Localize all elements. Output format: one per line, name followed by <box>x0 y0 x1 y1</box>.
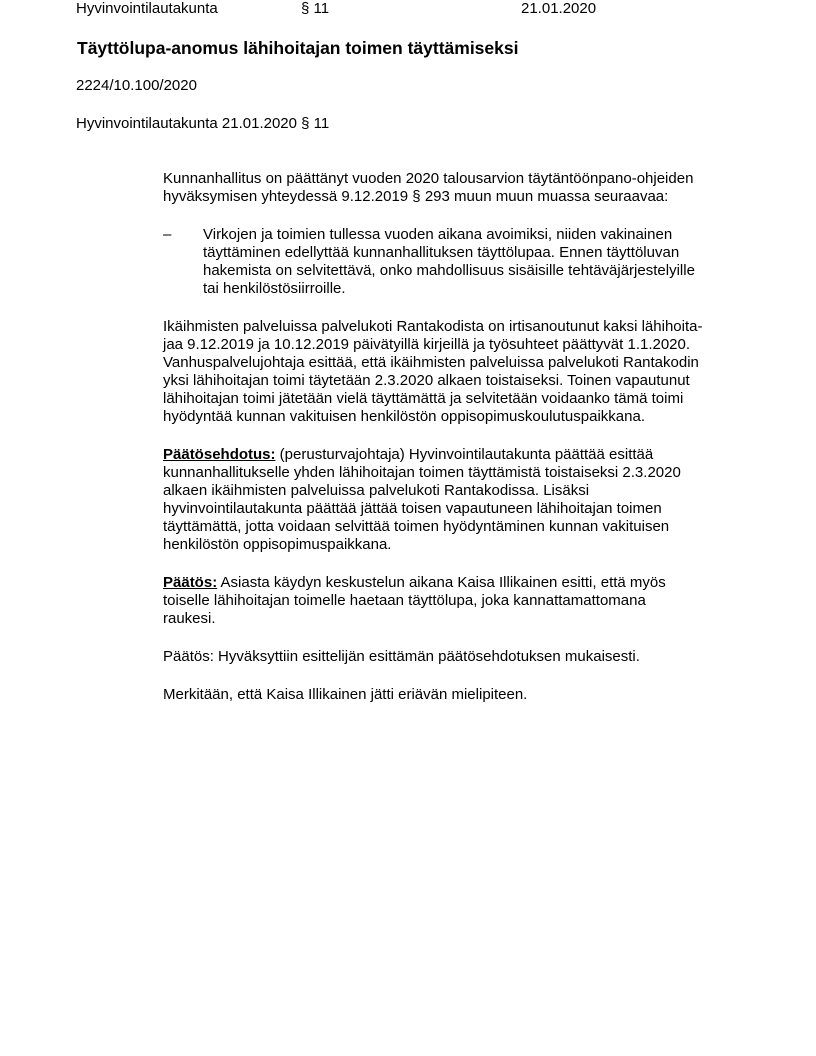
document-title: Täyttölupa-anomus lähihoitajan toimen täyttämiseksi <box>77 38 519 58</box>
background-paragraph <box>163 318 753 426</box>
text-line: Kunnanhallitus on päättänyt vuoden 2020 talousarvion täytäntöönpano-ohjeiden <box>163 170 694 187</box>
header-date: 21.01.2020 <box>521 0 597 17</box>
text-line: yksi lähihoitajan toimi täytetään 2.3.2020 alkaen toistaiseksi. Toinen vapautunut <box>163 372 690 389</box>
text-line: Vanhuspalvelujohtaja esittää, että ikäihmisten palveluissa palvelukoti Rantakodin <box>163 354 699 371</box>
dissent-paragraph <box>163 686 753 704</box>
meeting-reference: Hyvinvointilautakunta 21.01.2020 § 11 <box>76 115 330 132</box>
text-line <box>163 446 753 464</box>
text-line: Ikäihmisten palveluissa palvelukoti Rantakodista on irtisanoutunut kaksi lähihoita- <box>163 318 703 335</box>
reference-number: 2224/10.100/2020 <box>76 77 197 94</box>
text-line: hyvinvointilautakunta päättää jättää toisen vapautuneen lähihoitajan toimen <box>163 500 662 517</box>
decision-paragraph <box>163 574 753 628</box>
text-line: jaa 9.12.2019 ja 10.12.2019 päivätyillä kirjeillä ja työsuhteet päättyvät 1.1.2020. <box>163 336 691 353</box>
page-header <box>0 0 816 18</box>
intro-paragraph <box>163 170 753 206</box>
text-line: täyttäminen edellyttää kunnanhallituksen täyttölupaa. Ennen täyttöluvan <box>203 244 680 261</box>
text-line: tai henkilöstösiirroille. <box>203 280 346 297</box>
decision-text: Asiasta käydyn keskustelun aikana Kaisa Illikainen esitti, että myös <box>217 574 666 591</box>
text-line: Merkitään, että Kaisa Illikainen jätti eriävän mielipiteen. <box>163 686 528 703</box>
text-line: hyödyntää kunnan vakituisen henkilöstön oppisopimuskoulutuspaikkana. <box>163 408 645 425</box>
dash-bullet: – <box>163 226 172 243</box>
header-committee: Hyvinvointilautakunta <box>76 0 218 17</box>
text-line: hyväksymisen yhteydessä 9.12.2019 § 293 muun muun muassa seuraavaa: <box>163 188 669 205</box>
text-line: alkaen ikäihmisten palveluissa palvelukoti Rantakodissa. Lisäksi <box>163 482 590 499</box>
header-section: § 11 <box>301 0 330 17</box>
proposal-paragraph <box>163 446 753 554</box>
document-body <box>163 170 753 724</box>
bullet-item <box>163 226 753 298</box>
text-line <box>163 574 753 592</box>
decision-outcome-paragraph <box>163 648 753 666</box>
text-line: Päätös: Hyväksyttiin esittelijän esittämän päätösehdotuksen mukaisesti. <box>163 648 640 665</box>
proposal-text: (perusturvajohtaja) Hyvinvointilautakunta päättää esittää <box>275 446 654 463</box>
text-line: kunnanhallitukselle yhden lähihoitajan toimen täyttämistä toistaiseksi 2.3.2020 <box>163 464 681 481</box>
text-line: toiselle lähihoitajan toimelle haetaan täyttölupa, joka kannattamattomana <box>163 592 646 609</box>
text-line: raukesi. <box>163 610 216 627</box>
decision-label: Päätös: <box>163 574 218 591</box>
text-line: lähihoitajan toimi jätetään vielä täyttämättä ja selvitetään voidaanko tämä toimi <box>163 390 684 407</box>
text-line: Virkojen ja toimien tullessa vuoden aikana avoimiksi, niiden vakinainen <box>203 226 673 243</box>
text-line: hakemista on selvitettävä, onko mahdollisuus sisäisille tehtäväjärjestelyille <box>203 262 695 279</box>
proposal-label: Päätösehdotus: <box>163 446 276 463</box>
text-line: henkilöstön oppisopimuspaikkana. <box>163 536 392 553</box>
text-line: täyttämättä, jotta voidaan selvittää toimen hyödyntäminen kunnan vakituisen <box>163 518 670 535</box>
